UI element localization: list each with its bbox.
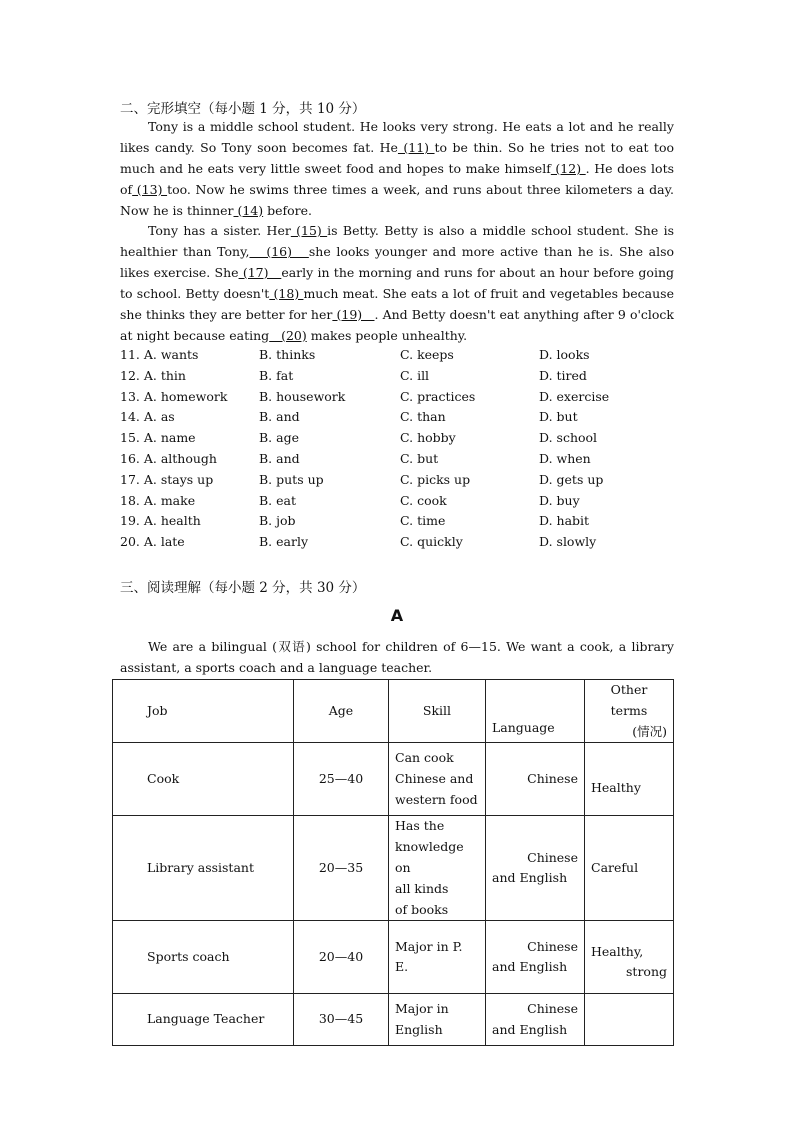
option-row-16 [120, 451, 676, 471]
option-b: B. fat [259, 368, 294, 383]
cell-skill [389, 994, 486, 1046]
option-b: B. thinks [259, 347, 316, 362]
option-b: B. age [259, 430, 299, 445]
header-language: Language [486, 680, 585, 743]
option-c: C. practices [400, 389, 476, 404]
blank-18: (18) [269, 285, 304, 301]
cell-age: 25—40 [294, 743, 389, 816]
skill-line: western food [395, 791, 478, 807]
option-a: 20. A. late [120, 534, 185, 549]
option-a: 17. A. stays up [120, 472, 214, 487]
other-line: Healthy [591, 779, 641, 795]
skill-line: Can cook [395, 750, 454, 766]
option-d: D. school [539, 430, 598, 445]
text: is Betty. Betty is also a middle school student. She is healthier than Tony, [120, 223, 674, 259]
table-row [113, 994, 674, 1046]
language-line: and English [492, 1021, 568, 1037]
language-line: and English [492, 959, 568, 975]
header-other-line2: (情况) [632, 723, 667, 739]
cell-skill [389, 816, 486, 921]
text: . He does lots of [120, 160, 675, 197]
option-a: 13. A. homework [120, 389, 228, 404]
option-c: C. hobby [400, 430, 456, 445]
language-line: and English [492, 870, 568, 886]
cell-language [486, 921, 585, 994]
option-d: D. when [539, 451, 591, 466]
option-d: D. slowly [539, 534, 597, 549]
option-a: 18. A. make [120, 493, 196, 508]
option-row-15 [120, 430, 676, 450]
option-d: D. buy [539, 493, 580, 508]
cell-job: Language Teacher [113, 994, 294, 1046]
option-row-18 [120, 493, 676, 513]
option-d: D. exercise [539, 389, 610, 404]
text: early in the morning and runs for about an hour before going to school. Betty doesn't [120, 264, 674, 301]
header-age: Age [294, 680, 389, 743]
other-line: Healthy, [591, 943, 644, 959]
text: . And Betty doesn't eat anything after 9 o'clock at night because eating [120, 306, 675, 343]
cell-language [486, 994, 585, 1046]
option-b: B. puts up [259, 472, 324, 487]
text: too. Now he swims three times a week, and runs about three kilometers a day. Now he is thinner [120, 181, 674, 218]
option-b: B. eat [259, 493, 297, 508]
cell-other [585, 816, 674, 921]
option-b: B. early [259, 534, 309, 549]
language-line: Chinese [527, 1001, 578, 1017]
text: much meat. She eats a lot of fruit and vegetables because she thinks they are better for her [120, 285, 674, 322]
option-a: 16. A. although [120, 451, 217, 466]
option-b: B. and [259, 409, 300, 424]
option-row-13 [120, 389, 676, 409]
jobs-table [112, 679, 674, 1046]
other-line: strong [626, 964, 667, 980]
option-b: B. job [259, 513, 296, 528]
skill-line: Major in [395, 1001, 449, 1017]
option-row-19 [120, 513, 676, 533]
other-line: Careful [591, 859, 639, 875]
table-header-row [113, 680, 674, 743]
option-row-14 [120, 409, 676, 429]
cloze-paragraph-2 [120, 221, 674, 346]
skill-line: Major in P. E. [395, 938, 463, 975]
option-a: 19. A. health [120, 513, 201, 528]
blank-13: (13) [132, 181, 168, 197]
option-d: D. looks [539, 347, 590, 362]
text: Tony is a middle school student. He looks very strong. He eats a lot and he really likes candy. So Tony soon becomes fat. He [120, 119, 674, 155]
cell-skill [389, 921, 486, 994]
option-c: C. picks up [400, 472, 471, 487]
cell-other [585, 921, 674, 994]
table-row [113, 743, 674, 816]
language-line: Chinese [527, 770, 578, 786]
language-line: Chinese [527, 849, 578, 865]
option-d: D. but [539, 409, 578, 424]
skill-line: of books [395, 901, 449, 917]
cell-age: 20—35 [294, 816, 389, 921]
option-d: D. habit [539, 513, 590, 528]
blank-19: (19) [332, 306, 375, 322]
language-line: Chinese [527, 938, 578, 954]
blank-15: (15) [290, 223, 328, 238]
option-a: 15. A. name [120, 430, 196, 445]
skill-line: English [395, 1021, 443, 1037]
option-c: C. time [400, 513, 446, 528]
section-3-heading: 三、阅读理解（每小题 2 分，共 30 分） [120, 580, 366, 596]
header-other-line1: Other terms [610, 682, 648, 718]
section-2-heading: 二、完形填空（每小题 1 分，共 10 分） [120, 101, 366, 117]
option-b: B. housework [259, 389, 346, 404]
header-other-terms [585, 680, 674, 743]
option-a: 11. A. wants [120, 347, 199, 362]
header-job: Job [113, 680, 294, 743]
option-c: C. but [400, 451, 439, 466]
blank-12: (12) [550, 160, 586, 176]
option-row-17 [120, 472, 676, 492]
cell-age: 30—45 [294, 994, 389, 1046]
blank-20: (20) [269, 327, 307, 343]
cell-job: Sports coach [113, 921, 294, 994]
text: Tony has a sister. Her [148, 223, 291, 238]
option-b: B. and [259, 451, 300, 466]
option-a: 12. A. thin [120, 368, 186, 383]
cell-language [486, 816, 585, 921]
option-d: D. tired [539, 368, 587, 383]
option-row-12 [120, 368, 676, 388]
table-row [113, 816, 674, 921]
cell-skill [389, 743, 486, 816]
passage-intro: We are a bilingual (双语) school for children of 6—15. We want a cook, a library assistant, a sports coach and a language teacher. [120, 639, 674, 675]
skill-line: Has the [395, 818, 445, 834]
passage-title: A [390, 606, 404, 625]
option-row-20 [120, 534, 676, 554]
cell-age: 20—40 [294, 921, 389, 994]
option-c: C. keeps [400, 347, 454, 362]
cell-other [585, 743, 674, 816]
cell-language [486, 743, 585, 816]
cell-other [585, 994, 674, 1046]
text: before. [263, 202, 313, 218]
skill-line: Chinese and [395, 770, 474, 786]
option-a: 14. A. as [120, 409, 175, 424]
cloze-paragraph-1 [120, 117, 674, 222]
option-c: C. quickly [400, 534, 463, 549]
blank-16: (16) [249, 243, 309, 259]
text: she looks younger and more active than he is. She also likes exercise. She [120, 243, 675, 280]
option-row-11 [120, 347, 676, 367]
option-c: C. than [400, 409, 446, 424]
cell-job: Cook [113, 743, 294, 816]
option-d: D. gets up [539, 472, 604, 487]
text: to be thin. So he tries not to eat too much and he eats very little sweet food and hopes to make himself [120, 139, 675, 176]
blank-11: (11) [397, 139, 435, 155]
option-c: C. cook [400, 493, 447, 508]
table-row [113, 921, 674, 994]
blank-17: (17) [238, 264, 282, 280]
text: makes people unhealthy. [306, 327, 468, 343]
header-skill: Skill [389, 680, 486, 743]
skill-line: knowledge on [395, 839, 464, 875]
cell-job: Library assistant [113, 816, 294, 921]
blank-14: (14) [233, 202, 264, 218]
option-c: C. ill [400, 368, 430, 383]
skill-line: all kinds [395, 880, 449, 896]
